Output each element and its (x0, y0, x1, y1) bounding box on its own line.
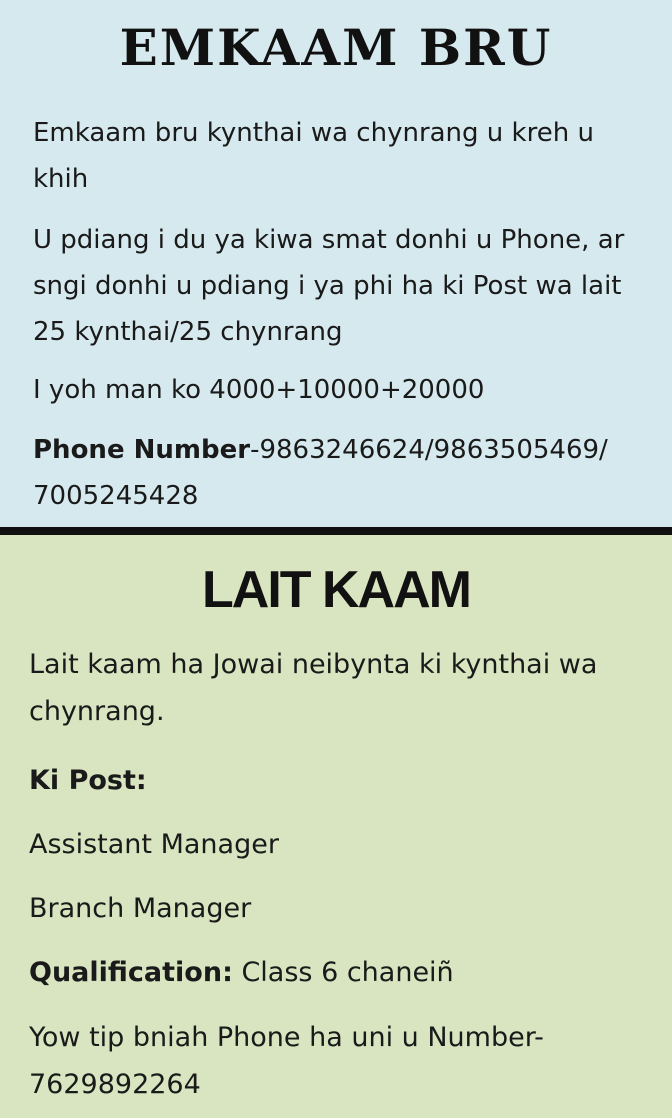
contact-paragraph: Yow tip bniah Phone ha uni u Number- 7629892264 (29, 1022, 544, 1100)
post-label: Ki Post: (29, 765, 147, 796)
section-title-emkaam-bru: EMKAAM BRU (119, 18, 553, 77)
post-item: Assistant Manager (29, 829, 279, 860)
phone-numbers: -9863246624/9863505469/ 7005245428 (33, 435, 608, 511)
section-divider (0, 527, 672, 535)
requirement-paragraph: U pdiang i du ya kiwa smat donhi u Phone, ar sngi donhi u pdiang i ya phi ha ki Post wa lait 25 kynthai/25 chynrang (33, 225, 625, 347)
salary-paragraph: I yoh man ko 4000+10000+20000 (33, 375, 485, 405)
qualification-paragraph (29, 949, 659, 996)
section-title-lait-kaam: LAIT KAAM (202, 561, 470, 619)
qualification-value: Class 6 chaneiñ (232, 957, 454, 988)
lait-kaam-section (0, 535, 672, 1118)
description-paragraph: Emkaam bru kynthai wa chynrang u kreh u khih (33, 118, 594, 194)
phone-paragraph (33, 427, 653, 519)
intro-paragraph: Lait kaam ha Jowai neibynta ki kynthai wa chynrang. (29, 649, 598, 727)
qualification-label: Qualification: (29, 957, 233, 988)
post-item: Branch Manager (29, 893, 252, 924)
phone-label: Phone Number (33, 435, 251, 465)
emkaam-bru-section (0, 0, 672, 527)
